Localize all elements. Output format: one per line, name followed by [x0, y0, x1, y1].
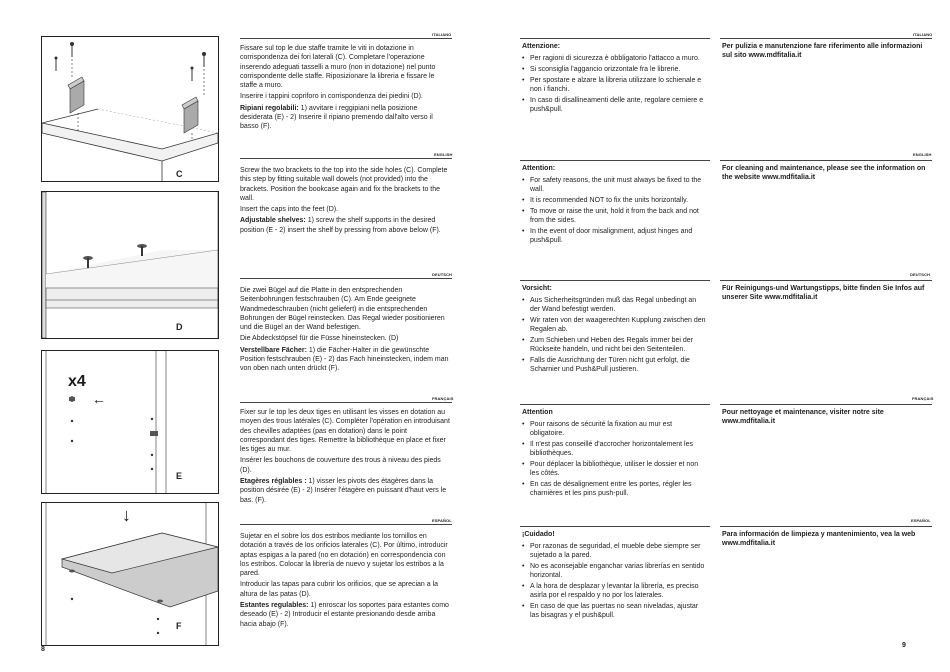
warnings-deutsch: [522, 284, 708, 376]
language-tag: ITALIANO: [432, 32, 452, 37]
section-divider: [520, 526, 710, 527]
page-number: 8: [41, 646, 45, 653]
warnings-italiano: [522, 42, 708, 116]
warning-item: • Per ragioni di sicurezza è obbligatorio l'attacco a muro.: [522, 54, 708, 63]
instructions-francais: [240, 408, 452, 507]
paragraph: Etagères réglables : 1) visser les pivots des étagères dans la position désirée (E) - 2) Insérer l'étagère en puissant d'haut vers le bas. (F).: [240, 478, 447, 504]
instructions-deutsch: [240, 286, 452, 376]
care-text: Pour nettoyage et maintenance, visiter notre site www.mdfitalia.it: [722, 409, 884, 425]
quantity-label: x4: [68, 373, 86, 390]
language-tag: ENGLISH: [434, 152, 453, 157]
warning-item: • No es aconsejable enganchar varias librerías en sentido horizontal.: [522, 562, 708, 580]
figure-label: C: [176, 169, 183, 179]
section-divider: [720, 526, 932, 527]
language-tag: DEUTSCH: [910, 272, 931, 277]
warning-item: • To move or raise the unit, hold it from the back and not from the sides.: [522, 207, 708, 225]
section-divider: [720, 404, 932, 405]
warning-item: • Wir raten von der waagerechten Kupplung zwischen den Regalen ab.: [522, 316, 708, 334]
section-divider: [520, 404, 710, 405]
figure-d: [41, 191, 219, 339]
bracket-mounting-illustration: [42, 37, 218, 181]
section-divider: [720, 38, 932, 39]
paragraph: Introducir las tapas para cubrir los orificios, que se aprecian a la altura de las patas (D).: [240, 581, 439, 598]
feet-caps-illustration: [42, 192, 218, 338]
warning-item: • Il n'est pas conseillé d'accrocher horizontalement les bibliothèques.: [522, 440, 708, 458]
paragraph: Screw the two brackets to the top into the side holes (C). Complete this step by fitting suitable wall dowels (not provided) into the brackets. Position the bookcase again and fix the brackets to the wall.: [240, 167, 448, 202]
care-text: Para información de limpieza y mantenimiento, vea la web www.mdfitalia.it: [722, 531, 916, 547]
care-text: For cleaning and maintenance, please see the information on the website www.mdfitalia.it: [722, 165, 926, 181]
warning-title: Vorsicht:: [522, 285, 552, 292]
section-divider: [520, 280, 710, 281]
language-tag: DEUTSCH: [432, 272, 453, 277]
warnings-english: [522, 164, 708, 247]
instructions-english: [240, 166, 452, 237]
care-text: Für Reinigungs-und Wartungstipps, bitte finden Sie Infos auf unserer Site www.mdfitalia.it: [722, 285, 925, 301]
language-tag: ITALIANO: [913, 32, 933, 37]
warning-item: • Per spostare e alzare la libreria utilizzare lo schienale e non i fianchi.: [522, 76, 708, 94]
care-info-espanol: [722, 530, 928, 551]
section-divider: [240, 38, 452, 39]
warning-item: • Aus Sicherheitsgründen muß das Regal unbedingt an der Wand befestigt werden.: [522, 296, 708, 314]
warning-item: • Zum Schieben und Heben des Regals immer bei der Rückseite handeln, und nicht bei den Seitenteilen.: [522, 336, 708, 354]
figure-label: F: [176, 621, 182, 631]
warning-item: • For safety reasons, the unit must always be fixed to the wall.: [522, 176, 708, 194]
section-divider: [240, 402, 452, 403]
warnings-francais: [522, 408, 708, 500]
paragraph: Inserire i tappini copriforo in corrispondenza dei piedini (D).: [240, 93, 423, 101]
paragraph: Fixer sur le top les deux tiges en utilisant les visses en dotation au moyen des trous latérales (C). Compléter l'opération en introduisant des chevilles adaptées (pas en dotation) dans le point correspondant des tiges. Remettre la bibliothèque en place et fixer les tiges au mur.: [240, 409, 450, 454]
warning-item: • En caso de que las puertas no sean niveladas, ajustar las bisagras y el push&pull.: [522, 602, 708, 620]
figure-f: [41, 502, 219, 646]
warning-item: • Por razonas de seguridad, el mueble debe siempre ser sujetado a la pared.: [522, 542, 708, 560]
section-divider: [240, 278, 452, 279]
bold-lead: Adjustable shelves:: [240, 217, 306, 225]
warning-item: • En cas de désalignement entre les portes, régler les charnières et les pins push-pull.: [522, 480, 708, 498]
figure-label: E: [176, 471, 183, 481]
paragraph: Die zwei Bügel auf die Platte in den entsprechenden Seitenbohrungen festschrauben (C). Am Ende geeignete Wandmedeschrauben (nicht geliefert) in die entsprechenden Bohrungen der Bügel reinstecken. Das Regal wieder positionieren und die Bügel an der Wand befestigen.: [240, 287, 445, 332]
section-divider: [720, 280, 932, 281]
section-divider: [240, 524, 452, 525]
bold-lead: Etagères réglables :: [240, 478, 307, 486]
warning-item: • A la hora de desplazar y levantar la librería, es preciso asirla por el respaldo y no por los laterales.: [522, 582, 708, 600]
section-divider: [520, 160, 710, 161]
warning-item: • Pour raisons de sécurité la fixation au mur est obligatoire.: [522, 420, 708, 438]
warning-item: • In the event of door misalignment, adjust hinges and push&pull.: [522, 227, 708, 245]
warning-title: ¡Cuidado!: [522, 531, 555, 538]
arrow-left-icon: ←: [92, 391, 106, 407]
language-tag: ESPAÑOL: [911, 518, 931, 523]
section-divider: [720, 160, 932, 161]
bold-lead: Verstellbare Fächer:: [240, 346, 307, 354]
care-text: Per pulizia e manutenzione fare riferimento alle informazioni sul sito www.mdfitalia.it: [722, 43, 923, 59]
warning-title: Attenzione:: [522, 43, 561, 50]
language-tag: ESPAÑOL: [432, 518, 452, 523]
warning-item: • Si sconsiglia l'aggancio orizzontale fra le librerie.: [522, 65, 708, 74]
care-info-deutsch: [722, 284, 928, 305]
care-info-italiano: [722, 42, 928, 63]
section-divider: [520, 38, 710, 39]
arrow-down-icon: ↓: [122, 505, 131, 525]
page-number: 9: [902, 642, 906, 649]
paragraph: Ripiani regolabili: 1) avvitare i reggipiani nella posizione desiderata (E) - 2) Inserire il ripiano premendo dall'alto verso il basso (F).: [240, 104, 433, 131]
warning-item: • In caso di disallineamenti delle ante, regolare cerniere e push&pull.: [522, 96, 708, 114]
warning-title: Attention: [522, 409, 553, 416]
paragraph: Sujetar en el sobre los dos estribos mediante los tornillos en dotación a través de los orificios laterales (C). Por último, introducir aptas espigas a la pared (no en dotación) en correspondencia con los estribos. Colocar la librería de nuevo y sujetar los estribos a la pared.: [240, 533, 448, 578]
section-divider: [240, 158, 452, 159]
instructions-espanol: [240, 532, 452, 631]
language-tag: FRANÇAIS: [432, 396, 454, 401]
paragraph: Estantes regulables: 1) enroscar los soportes para estantes como deseado (E) - 2) Introducir el estante presionando desde arriba hacia abajo (F).: [240, 602, 449, 628]
paragraph: Verstellbare Fächer: 1) die Fächer-Halter in die gewünschte Position festschrauben (E) - 2) das Fach hineinstecken, indem man von oben nach unten drückt (F).: [240, 346, 449, 373]
warnings-espanol: [522, 530, 708, 622]
paragraph: Insérer les bouchons de couverture des trous à niveau des pieds (D).: [240, 457, 441, 474]
warning-item: • It is recommended NOT to fix the units horizontally.: [522, 196, 708, 205]
bold-lead: Estantes regulables:: [240, 602, 309, 610]
paragraph: Fissare sul top le due staffe tramite le viti in dotazione in corrispondenza dei fori laterali (C). Completare l'operazione inserendo adeguati tasselli a muro (non in dotazione) nel punto corrispondente delle staffe. Riposizionare la libreria e fissare le staffe a muro.: [240, 45, 436, 90]
warning-item: • Pour déplacer la bibliothèque, utiliser le dossier et non les côtés.: [522, 460, 708, 478]
language-tag: ENGLISH: [913, 152, 932, 157]
warning-item: • Falls die Ausrichtung der Türen nicht gut erfolgt, die Scharnier und Push&Pull justieren.: [522, 356, 708, 374]
paragraph: Adjustable shelves: 1) screw the shelf supports in the desired position (E - 2) insert the shelf by pressing from above below (F).: [240, 217, 441, 234]
care-info-francais: [722, 408, 928, 429]
bold-lead: Ripiani regolabili:: [240, 104, 299, 112]
paragraph: Insert the caps into the feet (D).: [240, 206, 339, 214]
figure-label: D: [176, 322, 183, 332]
care-info-english: [722, 164, 928, 185]
warning-title: Attention:: [522, 165, 556, 172]
figure-e: [41, 350, 219, 494]
paragraph: Die Abdeckstöpsel für die Füsse hineinstecken. (D): [240, 335, 399, 343]
figure-c: [41, 36, 219, 182]
language-tag: FRANÇAIS: [912, 396, 934, 401]
instructions-italiano: [240, 44, 452, 134]
